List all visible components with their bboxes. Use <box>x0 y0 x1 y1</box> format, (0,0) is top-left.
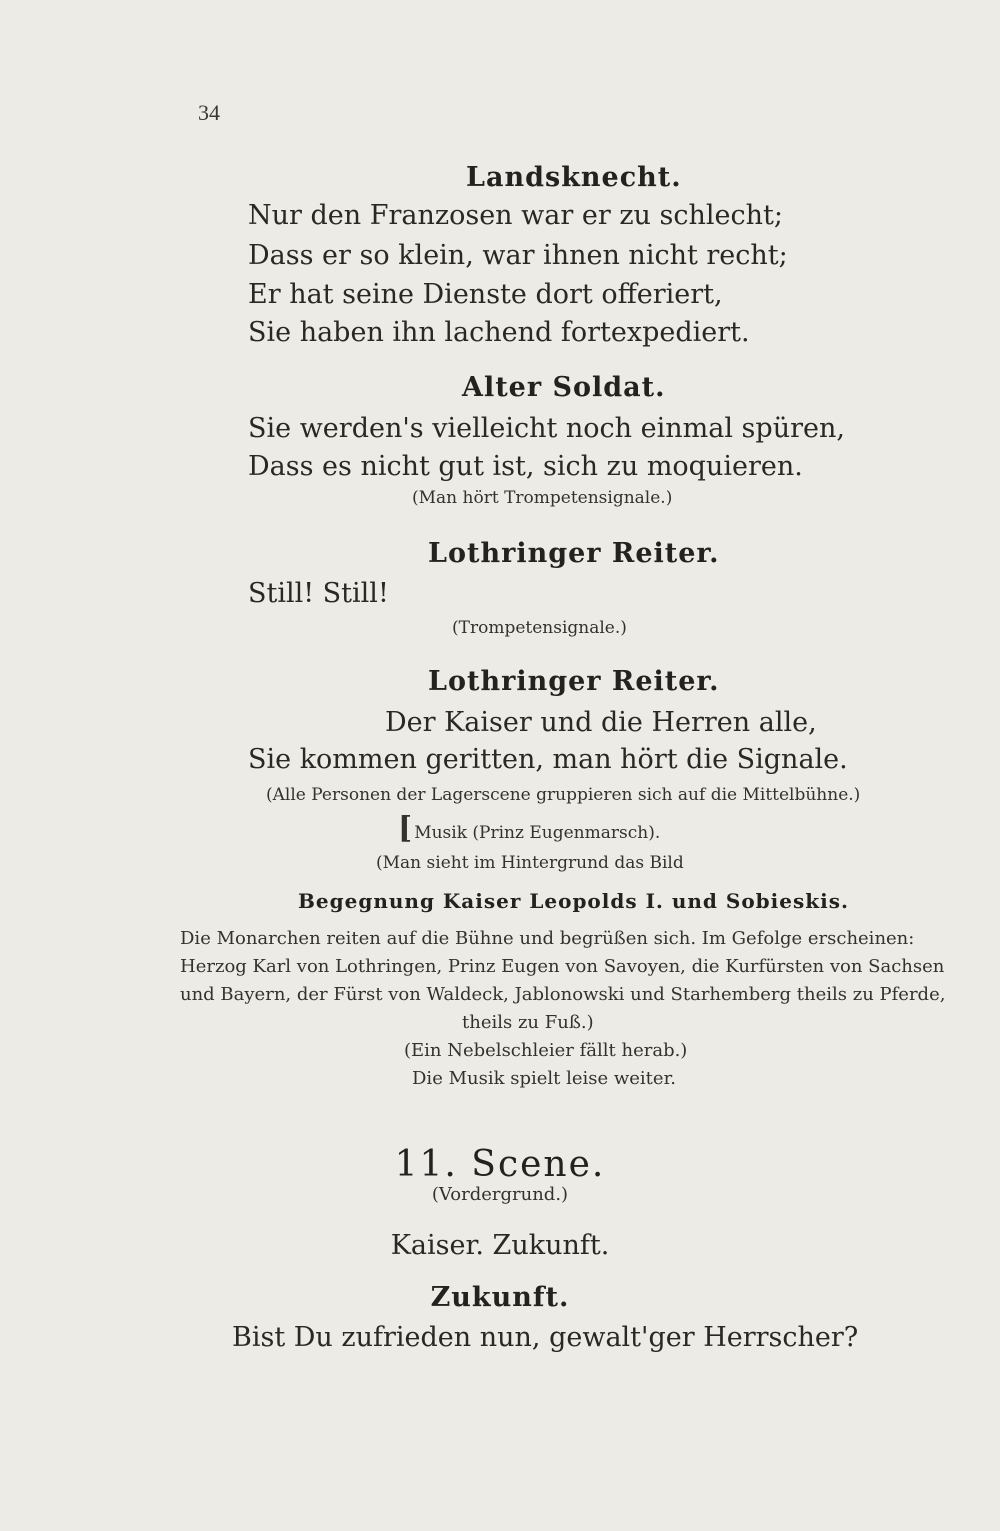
scene-title: 11. Scene. <box>394 1144 606 1185</box>
tableau-line: Herzog Karl von Lothringen, Prinz Eugen von Savoyen, die Kurfürsten von Sachsen <box>180 956 945 977</box>
stage-direction-music <box>398 811 660 846</box>
stage-direction: (Man hört Trompetensignale.) <box>412 488 673 508</box>
verse-line: Dass es nicht gut ist, sich zu moquieren. <box>248 451 803 482</box>
verse-line: Er hat seine Dienste dort offeriert, <box>248 279 723 310</box>
scene-characters: Kaiser. Zukunft. <box>390 1230 610 1261</box>
scene-subtitle: (Vordergrund.) <box>431 1184 569 1205</box>
music-text: Musik (Prinz Eugenmarsch). <box>414 823 661 843</box>
tableau-line: Die Monarchen reiten auf die Bühne und begrüßen sich. Im Gefolge erscheinen: <box>180 928 915 949</box>
verse-line: Dass er so klein, war ihnen nicht recht; <box>248 240 788 271</box>
speaker-lothringer-reiter: Lothringer Reiter. <box>428 666 720 697</box>
verse-line: Still! Still! <box>248 578 389 609</box>
speaker-zukunft: Zukunft. <box>430 1282 570 1313</box>
verse-line: Sie kommen geritten, man hört die Signale. <box>248 744 848 775</box>
bracket-mark: [ <box>398 811 413 846</box>
tableau-line: (Ein Nebelschleier fällt herab.) <box>404 1040 688 1061</box>
tableau-line: Die Musik spielt leise weiter. <box>412 1068 676 1089</box>
tableau-line: und Bayern, der Fürst von Waldeck, Jablonowski und Starhemberg theils zu Pferde, <box>180 984 946 1005</box>
stage-direction: (Alle Personen der Lagerscene gruppieren sich auf die Mittelbühne.) <box>266 785 861 805</box>
verse-line: Bist Du zufrieden nun, gewalt'ger Herrscher? <box>232 1322 859 1353</box>
verse-line: Der Kaiser und die Herren alle, <box>385 707 817 738</box>
verse-line: Sie werden's vielleicht noch einmal spüren, <box>248 413 845 444</box>
speaker-lothringer-reiter: Lothringer Reiter. <box>428 538 720 569</box>
verse-line: Sie haben ihn lachend fortexpediert. <box>248 317 750 348</box>
speaker-landsknecht: Landsknecht. <box>466 162 682 193</box>
verse-line: Nur den Franzosen war er zu schlecht; <box>248 200 783 231</box>
speaker-alter-soldat: Alter Soldat. <box>462 372 666 403</box>
stage-direction: (Man sieht im Hintergrund das Bild <box>376 853 684 873</box>
tableau-title: Begegnung Kaiser Leopolds I. und Sobieskis. <box>298 889 849 913</box>
page-number: 34 <box>198 100 220 125</box>
tableau-line: theils zu Fuß.) <box>462 1012 594 1033</box>
stage-direction: (Trompetensignale.) <box>452 618 627 638</box>
